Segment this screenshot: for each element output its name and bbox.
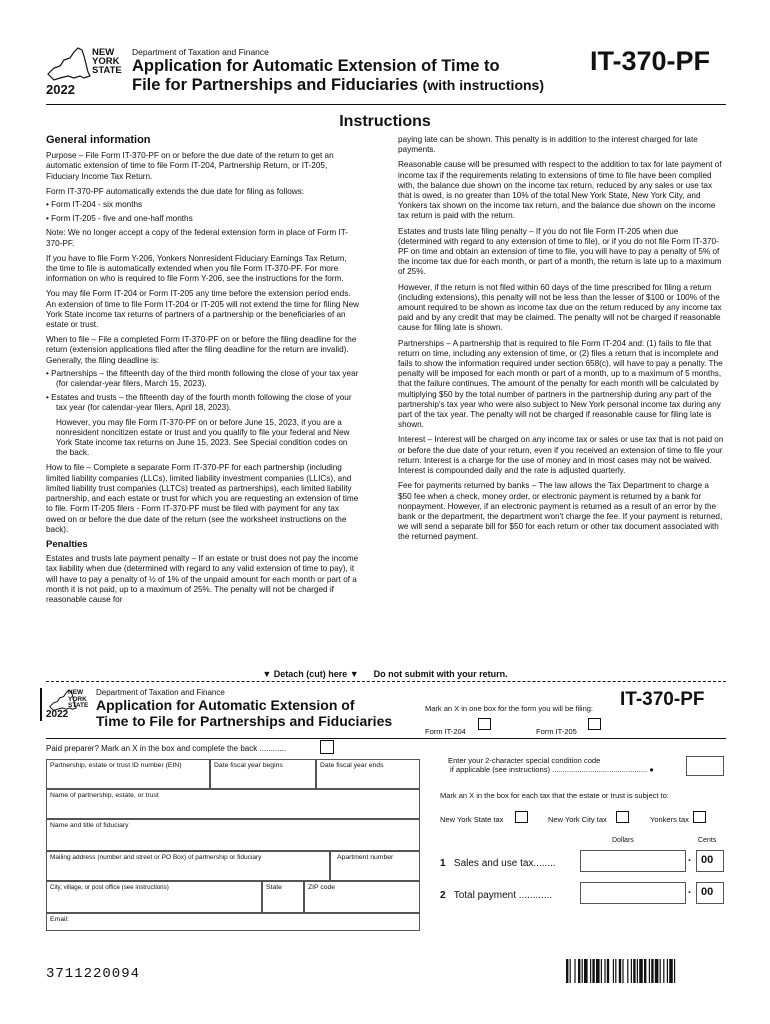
nyc-tax-label: New York City tax [548, 815, 607, 824]
ein-label: Partnership, estate or trust ID number (EIN) [50, 762, 182, 769]
mark-form-instruction: Mark an X in one box for the form you will be filing: [425, 704, 593, 713]
form-year: 2022 [46, 82, 75, 97]
paid-preparer-checkbox[interactable] [320, 740, 334, 754]
line-2-decimal: . [688, 884, 692, 896]
barcode-bar [578, 959, 580, 983]
partnerships-penalty-text: Partnerships – A partnership that is required to file Form IT-204 and: (1) fails to file that return on time, including any extension of time, or (2) files a return that is incomplete and fails to show the information required under section 658(c), will have to pay a penalty. The penalty will be imposed for each month or part of a month, up to a maximum of 5 months, that the failure continues. The amount of the penalty for each month will be calculated by multiplying $50 by the total number of partners in the partnership during any part of the partnership's tax year who were also subject to New York personal income tax during any part of the tax year. The penalty will not be charged if reasonable cause for filing late is shown. [398, 338, 723, 430]
line-1-text: Sales and use tax........ [453, 858, 556, 869]
apartment-number-label: Apartment number [337, 854, 394, 861]
fiscal-year-ends-label: Date fiscal year ends [320, 762, 384, 769]
title-line-2-main: File for Partnerships and Fiduciaries [132, 76, 419, 94]
voucher-title [96, 697, 392, 729]
auto-extends-text: Form IT-370-PF automatically extends the due date for filing as follows: [46, 186, 305, 196]
y206-text: If you have to file Form Y-206, Yonkers Nonresident Fiduciary Earnings Tax Return, the time to file is automatically extended when you file Form IT-370-PF. For more information on who is required to file Form Y-206, see the instructions for the form. [46, 253, 347, 284]
line-2-cents-input[interactable] [696, 882, 724, 904]
line-2-dollars-input[interactable] [580, 882, 686, 904]
voucher-form-number: IT-370-PF [620, 689, 705, 710]
department-name: Department of Taxation and Finance [132, 47, 269, 57]
purpose-text: Purpose – File Form IT-370-PF on or before the due date of the return to get an automatic extension of time to file Form IT-204, Partnership Return, or IT-205, Fiduciary Income Tax Return. [46, 151, 334, 181]
bullet-it204-text: Form IT-204 - six months [51, 200, 143, 210]
form-it204-option[interactable] [425, 721, 466, 739]
line-1-label [440, 858, 556, 869]
line-2-label [440, 890, 552, 901]
bullet-it204: • Form IT-204 - six months [46, 200, 143, 210]
title-line-1: Application for Automatic Extension of Time to [132, 57, 500, 75]
dollars-header: Dollars [612, 837, 634, 844]
form-it205-label: Form IT-205 [536, 727, 577, 736]
barcode-bar [566, 959, 568, 983]
instructions-heading: Instructions [339, 113, 431, 130]
city-field[interactable] [46, 881, 262, 913]
barcode-bar [655, 959, 659, 983]
barcode-bar [633, 959, 635, 983]
paid-preparer-label: Paid preparer? Mark an X in the box and complete the back ............ [46, 744, 287, 753]
nyc-tax-checkbox[interactable] [616, 811, 629, 823]
bullet-it205: • Form IT-205 - five and one-half months [46, 214, 193, 224]
instructions-left-column [46, 135, 360, 610]
fiduciary-label: Name and title of fiduciary [50, 822, 129, 829]
yonkers-tax-checkbox[interactable] [693, 811, 706, 823]
barcode-bar [637, 959, 638, 983]
title-suffix: (with instructions) [422, 77, 544, 93]
line-2-text: Total payment ............ [453, 890, 553, 901]
voucher-title-line-2: Time to File for Partnerships and Fiduciaries [96, 713, 393, 729]
zip-label: ZIP code [308, 884, 336, 891]
ny-state-outline-icon [46, 46, 92, 84]
barcode-bar [669, 959, 673, 983]
penalties-heading: Penalties [46, 538, 88, 550]
cut-line [46, 681, 726, 682]
state-label: State [266, 884, 282, 891]
line-1-number: 1 [440, 858, 446, 869]
bullet-partnerships: • Partnerships – the fifteenth day of the third month following the close of your tax year (for calendar-year filers, March 15, 2023). [46, 368, 359, 389]
zip-field[interactable] [304, 881, 420, 913]
entity-name-label: Name of partnership, estate, or trust [50, 792, 159, 799]
email-field[interactable] [46, 913, 420, 931]
instructions-right-column [398, 135, 724, 548]
barcode-bar [649, 959, 650, 983]
barcode-bar [619, 959, 621, 983]
not-filed-60-text: However, if the return is not filed within 60 days of the time prescribed for filing a return (including extensions), this penalty will not be less than the lesser of $100 or 100% of the amount required to be shown as income tax due on the return reduced by any income tax paid and by any credit that may be claimed. The penalty will not be charged if reasonable cause for filing late is shown. [398, 282, 722, 333]
nys-tax-label: New York State tax [440, 815, 504, 824]
barcode-bar [604, 959, 605, 983]
barcode-bar [663, 959, 664, 983]
barcode-bar [592, 959, 594, 983]
barcode [566, 959, 726, 983]
voucher-logo-text: NEW YORK STATE [68, 689, 89, 709]
state-field[interactable] [262, 881, 304, 913]
late-payment-text: Estates and trusts late payment penalty – If an estate or trust does not pay the income tax liability when due (determined with regard to any valid extension of time to pay), it will have to pay a penalty of ½ of 1% of the unpaid amount for each month or part of a month it is not paid, up to a maximum of 25%. The penalty will not be charged if reasonable cause for [46, 554, 359, 604]
fee-text: Fee for payments returned by banks – The law allows the Tax Department to charge a $50 fee when a check, money order, or electronic payment is returned by a bank for nonpayment. However, if an electronic payment is returned as a result of an error by the bank or the department, the department won't charge the fee. If your payment is returned, we will send a separate bill for $50 for each return or other tax document associated with the returned payment. [398, 481, 723, 542]
note-text: Note: We no longer accept a copy of the federal extension form in place of Form IT-370-PF. [46, 228, 349, 248]
barcode-bar [582, 959, 583, 983]
special-code-label-2: if applicable (see instructions) ............................................. ● [450, 765, 654, 774]
header-divider [46, 104, 726, 105]
barcode-bar [674, 959, 675, 983]
interest-text: Interest – Interest will be charged on any income tax or sales or use tax that is not paid on or before the due date of your return, even if you received an extension of time to file your return. Interest is a charge for the use of money and in most cases may not be waived. Interest is compounded daily and the rate is adjusted quarterly. [398, 435, 724, 476]
fiduciary-field[interactable] [46, 819, 420, 851]
barcode-bar [584, 959, 588, 983]
however-text: However, you may file Form IT-370-PF on or before June 15, 2023, if you are a nonresident noncitizen estate or trust and you qualify to file your federal and New York State income tax returns on June 15, 2023. See Special condition codes on the back. [56, 417, 350, 458]
form-it205-option[interactable] [536, 721, 577, 739]
late-filing-text: Estates and trusts late filing penalty – If you do not file Form IT-205 when due (determined with regard to any extension of time to file), or if you do not file Form IT-370-PF on time and obtain an extension of time to file, you will have to pay a penalty of 5% of the income tax due for each month, or part of a month, the return is late up to a maximum of 25%. [398, 226, 722, 277]
barcode-bar [601, 959, 602, 983]
apartment-number-field[interactable] [330, 851, 420, 881]
barcode-graphic [566, 959, 726, 983]
barcode-bar [570, 959, 571, 983]
form-it204-checkbox[interactable] [478, 718, 491, 730]
mailing-address-field[interactable] [46, 851, 330, 881]
when-to-file-text: When to file – File a completed Form IT-370-PF on or before the filing deadline for the return (extension applications filed after the filing deadline for the return are invalid). Generally, the filing deadline is: [46, 335, 357, 365]
fiscal-year-begins-field[interactable] [210, 759, 316, 789]
barcode-bar [627, 959, 628, 983]
form-number: IT-370-PF [590, 46, 711, 76]
continued-text: paying late can be shown. This penalty is in addition to the interest charged for late payments. [398, 135, 698, 155]
email-label: Email: [50, 916, 69, 923]
mark-each-tax-label: Mark an X in the box for each tax that the estate or trust is subject to: [440, 791, 669, 800]
special-code-label-1: Enter your 2-character special condition code [448, 756, 601, 765]
line-1-cents-input[interactable] [696, 850, 724, 872]
city-label: City, village, or post office (see instructions) [50, 884, 169, 891]
form-title [132, 57, 592, 95]
line-1-cents-value: 00 [701, 854, 714, 866]
barcode-bar [574, 959, 575, 983]
do-not-submit-label: Do not submit with your return. [373, 669, 508, 679]
barcode-bar [596, 959, 600, 983]
detach-line-text [0, 669, 770, 679]
barcode-bar [615, 959, 616, 983]
barcode-bar [613, 959, 614, 983]
entity-name-field[interactable] [46, 789, 420, 819]
line-1-decimal: . [688, 852, 692, 864]
reasonable-cause-text: Reasonable cause will be presumed with respect to the addition to tax for late payment of income tax if the requirements relating to extensions of time to file have been complied with, the balance due shown on the income tax return, reduced by any sales or use tax that is owed, is no greater than 10% of the total New York State, New York City, and Yonkers tax shown on the income tax return, and the balance due shown on the income tax return is paid with the return. [398, 160, 722, 221]
line-2-number: 2 [440, 890, 446, 901]
voucher-title-line-1: Application for Automatic Extension of [96, 697, 355, 713]
voucher-department: Department of Taxation and Finance [96, 688, 225, 697]
voucher-year: 2022 [46, 709, 69, 720]
anytime-text: You may file Form IT-204 or Form IT-205 any time before the extension period ends. An extension of time to file Form IT-204 or IT-205 will not extend the time for filing New York State income tax returns of partners of a partnership or the beneficiaries of an estate or trust. [46, 289, 360, 330]
nys-tax-checkbox[interactable] [515, 811, 528, 823]
bullet-estates-text: Estates and trusts – the fifteenth day of the fourth month following the close of your tax year (for calendar-year filers, April 18, 2023). [51, 393, 352, 413]
ein-field[interactable] [46, 759, 210, 789]
fiscal-year-begins-label: Date fiscal year begins [214, 762, 283, 769]
bullet-partnerships-text: Partnerships – the fifteenth day of the third month following the close of your tax year (for calendar-year filers, March 15, 2023). [51, 368, 359, 389]
yonkers-tax-label: Yonkers tax [650, 815, 689, 824]
barcode-bar [639, 959, 643, 983]
barcode-bar [590, 959, 591, 983]
bullet-it205-text: Form IT-205 - five and one-half months [51, 214, 193, 224]
title-line-2 [132, 76, 592, 95]
bullet-estates: • Estates and trusts – the fifteenth day of the fourth month following the close of your tax year (for calendar-year filers, April 18, 2023). [46, 393, 352, 413]
mailing-address-label [50, 854, 261, 861]
voucher-left-bar [40, 688, 42, 721]
form-it204-label: Form IT-204 [425, 727, 466, 736]
barcode-bar [667, 959, 668, 983]
form-it205-checkbox[interactable] [588, 718, 601, 730]
barcode-bar [644, 959, 646, 983]
cents-header: Cents [698, 837, 717, 844]
fiscal-year-ends-field[interactable] [316, 759, 420, 789]
how-to-file-text: How to file – Complete a separate Form IT-370-PF for each partnership (including limited liability companies (LLCs), limited liability investment companies (LLICs), and limited liability trust companies (LLTCs) treated as partnerships), each limited liability partnership, and each estate or trust for which you are requesting an extension of time to file. Form IT-205 filers - Form IT-370-PF must be filed with payment for any tax owed on or before the due date of the return (see the worksheet instructions on the back). [46, 463, 359, 534]
general-information-heading: General information [46, 134, 151, 146]
barcode-bar [622, 959, 623, 983]
barcode-bar [607, 959, 609, 983]
voucher-divider [46, 738, 726, 739]
special-code-label [448, 756, 654, 774]
special-code-input[interactable] [686, 756, 724, 776]
line-2-cents-value: 00 [701, 886, 714, 898]
barcode-bar [660, 959, 661, 983]
barcode-bar [651, 959, 653, 983]
logo-text: NEW YORK STATE [92, 47, 122, 76]
line-1-dollars-input[interactable] [580, 850, 686, 872]
scan-number: 3711220094 [46, 966, 141, 982]
mailing-address-label-text: Mailing address (number and street or PO Box) of partnership or fiduciary [50, 854, 262, 861]
cut-here-label: ▼ Detach (cut) here ▼ [262, 669, 359, 679]
barcode-bar [631, 959, 632, 983]
